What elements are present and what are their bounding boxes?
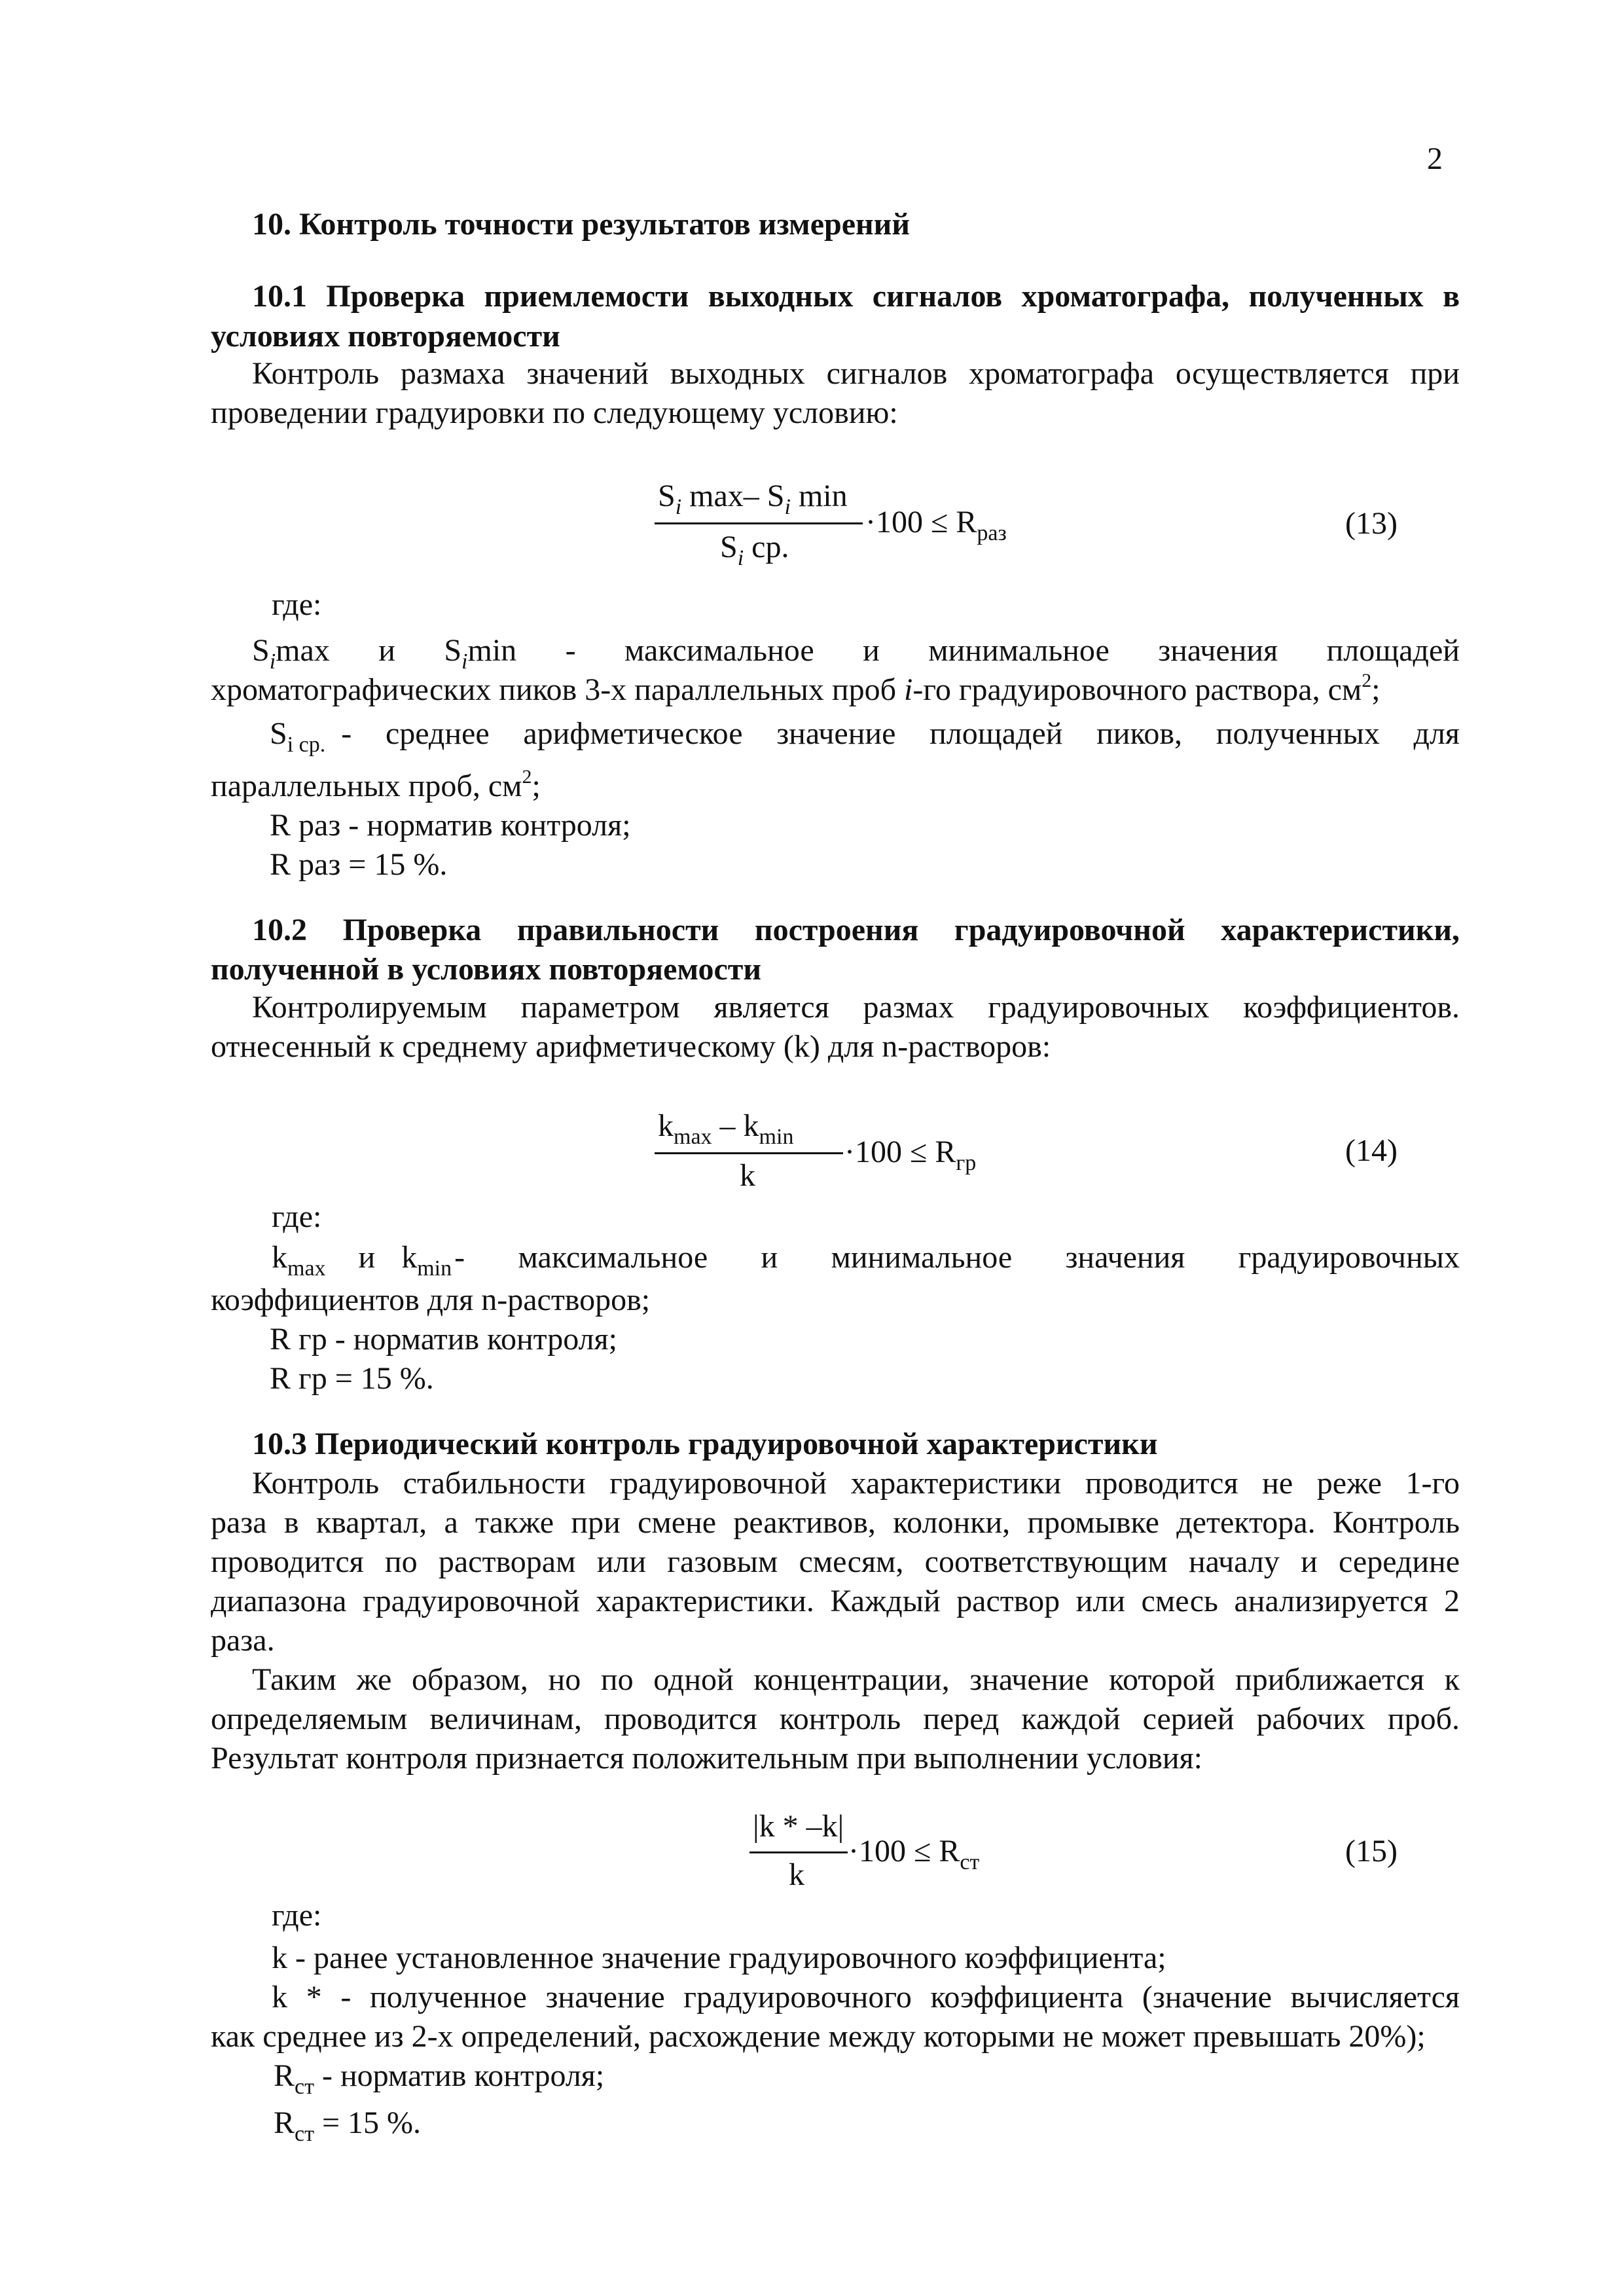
value-r-raz: R раз = 15 %. <box>270 847 448 882</box>
where-label-14: где: <box>272 1199 322 1234</box>
definition-k-star: k * - полученное значение градуировочного коэффициента (значение вычисляется <box>272 1980 1460 2014</box>
section-10-1-title: 10.1 Проверка приемлемости выходных сигналов хроматографа, полученных в <box>252 279 1460 314</box>
formula-13-denominator: $S_i$ ср. <box>720 530 789 570</box>
paragraph-10-1-line1: Контроль размаха значений выходных сигналов хроматографа осуществляется при <box>252 356 1460 391</box>
paragraph-10-3-line3: проводится по растворам или газовым смесям, соответствующим началу и середине <box>211 1544 1460 1579</box>
paragraph-10-3-line2: раза в квартал, а также при смене реактивов, колонки, промывке детектора. Контроль <box>211 1505 1460 1540</box>
formula-15-denominator: k <box>789 1857 804 1892</box>
definition-s-cp: $S_{i ср.}$ - среднее арифметическое значение площадей пиков, полученных для <box>270 716 1460 757</box>
formula-14-number: (14) <box>1345 1133 1398 1168</box>
paragraph-10-2-line2: отнесенный к среднему арифметическому (k) для n-растворов: <box>211 1029 1051 1064</box>
section-10-1-title-line2: условиях повторяемости <box>211 319 560 354</box>
definition-k-line2: коэффициентов для n-растворов; <box>211 1283 651 1317</box>
formula-14-fraction-bar <box>655 1152 843 1154</box>
definition-k-max-min: $k_{max}$ и $k_{min}$ - максимальное и минимальное значения градуировочных <box>272 1240 1460 1281</box>
where-label-13: где: <box>272 587 322 622</box>
formula-15-number: (15) <box>1345 1834 1398 1868</box>
definition-k: k - ранее установленное значение градуировочного коэффициента; <box>272 1941 1166 1975</box>
definition-r-raz: R раз - норматив контроля; <box>270 808 631 843</box>
formula-13-number: (13) <box>1345 506 1398 541</box>
paragraph-10-3b-line2: определяемым величинам, проводится контроль перед каждой серией рабочих проб. <box>211 1702 1460 1736</box>
section-10-3-title: 10.3 Периодический контроль градуировочной характеристики <box>252 1427 1158 1461</box>
formula-13-numerator: $S_i$ max– $S_i$ min <box>658 479 848 519</box>
paragraph-10-2-line1: Контролируемым параметром является размах градуировочных коэффициентов. <box>252 990 1460 1025</box>
paragraph-10-3-line5: раза. <box>211 1623 275 1658</box>
definition-s-cp-line2: параллельных проб, $см^2$; <box>211 766 541 803</box>
paragraph-10-3-line4: диапазона градуировочной характеристики. Каждый раствор или смесь анализируется 2 <box>211 1584 1460 1618</box>
section-10-2-title: 10.2 Проверка правильности построения градуировочной характеристики, <box>252 913 1460 947</box>
section-10-title: 10. Контроль точности результатов измерений <box>252 207 910 242</box>
formula-13-fraction-bar <box>655 522 863 524</box>
formula-15-rhs: $\cdot 100 \le R_{ст}$ <box>848 1834 980 1874</box>
definition-s-max-min: $S_i\max$ и $S_i\min$ - максимальное и минимальное значения площадей <box>252 633 1460 674</box>
where-label-15: где: <box>272 1898 322 1933</box>
definition-k-star-line2: как среднее из 2-х определений, расхождение между которыми не может превышать 20%); <box>211 2019 1426 2054</box>
definition-s-max-min-line2: хроматографических пиков 3-х параллельных проб i-го градуировочного раствора, $см^2$; <box>211 670 1380 707</box>
formula-13-rhs: $\cdot 100 \le R_{раз}$ <box>865 505 1007 545</box>
paragraph-10-3b-line1: Таким же образом, но по одной концентрации, значение которой приближается к <box>252 1662 1460 1697</box>
value-r-st: $R_{ст} = 15$ %. <box>274 2105 422 2146</box>
paragraph-10-3b-line3: Результат контроля признается положительным при выполнении условия: <box>211 1741 1202 1776</box>
value-r-gr: R гр = 15 %. <box>270 1361 434 1396</box>
formula-15-numerator: |k * –k| <box>753 1809 844 1844</box>
definition-r-gr: R гр - норматив контроля; <box>270 1322 617 1357</box>
paragraph-10-3-line1: Контроль стабильности градуировочной характеристики проводится не реже 1-го <box>252 1466 1460 1501</box>
formula-14-numerator: $k_{max} - k_{min}$ <box>658 1108 794 1149</box>
section-10-2-title-line2: полученной в условиях повторяемости <box>211 952 762 987</box>
formula-14-denominator: k <box>740 1158 755 1193</box>
page-number: 2 <box>1427 141 1443 176</box>
formula-14-rhs: $\cdot 100 \le R_{гр}$ <box>844 1135 977 1175</box>
paragraph-10-1-line2: проведении градуировки по следующему условию: <box>211 395 898 430</box>
definition-r-st: $R_{ст}$ - норматив контроля; <box>274 2058 605 2099</box>
formula-15-fraction-bar <box>749 1851 848 1853</box>
